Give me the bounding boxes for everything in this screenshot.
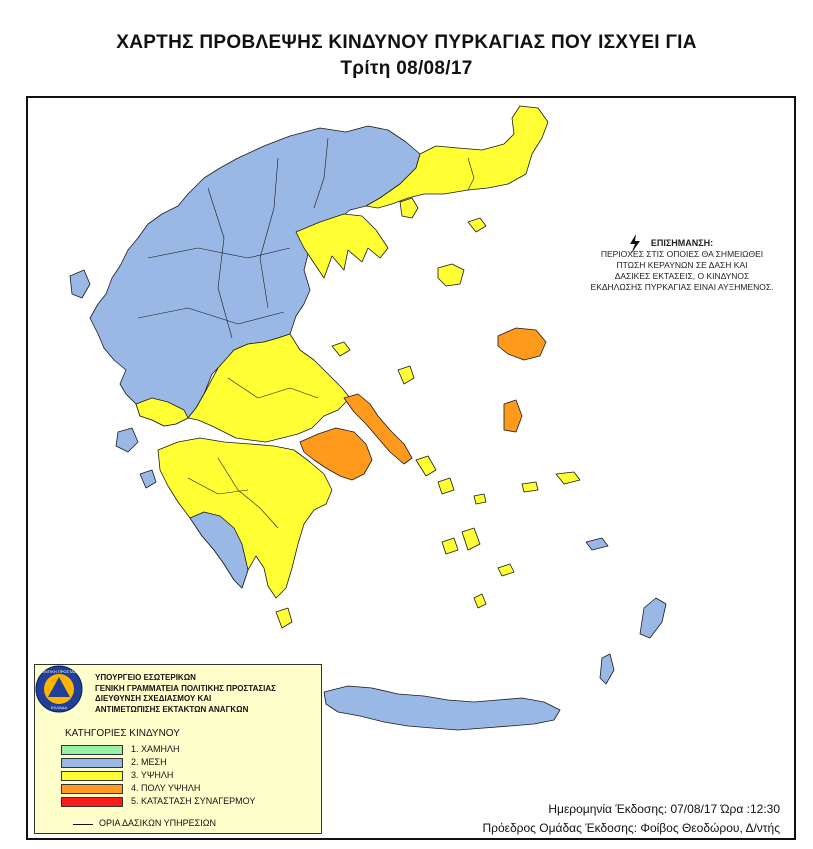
island-zakynthos <box>140 470 156 488</box>
legend-label-very-high: 4. ΠΟΛΥ ΥΨΗΛΗ <box>131 783 201 793</box>
title-line-2: Τρίτη 08/08/17 <box>340 58 473 79</box>
organization-info <box>95 673 276 715</box>
logo-text-top: ΠΟΛΙΤΙΚΗ ΠΡΟΣΤΑΣΙΑ <box>37 669 81 674</box>
legend-label-high: 3. ΥΨΗΛΗ <box>131 770 174 780</box>
island-santorini <box>474 594 486 608</box>
island-samothraki <box>468 218 486 232</box>
issuer: Πρόεδρος Ομάδας Έκδοσης: Φοίβος Θεοδώρου, Δ/ντής <box>482 821 780 835</box>
island-andros <box>416 456 436 476</box>
island-skiathos <box>332 342 350 356</box>
island-crete <box>324 686 560 730</box>
island-kefalonia <box>116 428 138 452</box>
legend-swatch-medium <box>61 758 123 768</box>
legend-swatch-alert <box>61 797 123 807</box>
legend-row-alert <box>61 796 321 808</box>
legend-label-alert: 5. ΚΑΤΑΣΤΑΣΗ ΣΥΝΑΓΕΡΜΟΥ <box>131 796 256 806</box>
notice-heading: ΕΠΙΣΗΜΑΝΣΗ: <box>650 238 714 248</box>
legend-swatch-high <box>61 771 123 781</box>
legend-label-medium: 2. ΜΕΣΗ <box>131 757 167 767</box>
notice-line-1: ΠΕΡΙΟΧΕΣ ΣΤΙΣ ΟΠΟΙΕΣ ΘΑ ΣΗΜΕΙΩΘΕΙ <box>600 249 764 259</box>
legend-row-very-high <box>61 783 321 795</box>
island-samos <box>556 472 580 484</box>
legend-label-low: 1. ΧΑΜΗΛΗ <box>131 744 180 754</box>
org-line-3: ΔΙΕΥΘΥΝΣΗ ΣΧΕΔΙΑΣΜΟΥ ΚΑΙ <box>95 694 212 703</box>
island-ikaria <box>522 482 538 492</box>
island-thasos <box>400 198 418 218</box>
island-skyros <box>398 366 414 384</box>
island-kos <box>586 538 608 550</box>
civil-protection-logo <box>35 665 83 713</box>
notice-line-4: ΕΚΔΗΛΩΣΗΣ ΠΥΡΚΑΓΙΑΣ ΕΙΝΑΙ ΑΥΞΗΜΕΝΟΣ. <box>590 282 774 292</box>
issue-date: Ημερομηνία Έκδοσης: 07/08/17 Ώρα :12:30 <box>548 802 780 816</box>
island-rhodes <box>640 598 666 638</box>
island-naxos <box>462 528 480 550</box>
forest-border-line-icon <box>73 824 93 825</box>
island-lemnos <box>438 264 464 286</box>
island-chios <box>504 400 522 432</box>
notice-line-3: ΔΑΣΙΚΕΣ ΕΚΤΑΣΕΙΣ, Ο ΚΙΝΔΥΝΟΣ <box>614 271 750 281</box>
island-lesvos <box>498 328 546 360</box>
org-line-1: ΥΠΟΥΡΓΕΙΟ ΕΣΩΤΕΡΙΚΩΝ <box>95 673 196 682</box>
title-line-1: ΧΑΡΤΗΣ ΠΡΟΒΛΕΨΗΣ ΚΙΝΔΥΝΟΥ ΠΥΡΚΑΓΙΑΣ ΠΟΥ ΙΣΧΥΕΙ ΓΙΑ <box>116 32 697 53</box>
org-line-2: ΓΕΝΙΚΗ ΓΡΑΜΜΑΤΕΙΑ ΠΟΛΙΤΙΚΗΣ ΠΡΟΣΤΑΣΙΑΣ <box>95 683 276 693</box>
map-frame <box>26 96 796 840</box>
org-line-4: ΑΝΤΙΜΕΤΩΠΙΣΗΣ ΕΚΤΑΚΤΩΝ ΑΝΑΓΚΩΝ <box>95 704 249 714</box>
legend-swatch-very-high <box>61 784 123 794</box>
lightning-notice <box>576 238 788 293</box>
island-mykonos <box>474 494 486 504</box>
legend-row-high <box>61 770 321 782</box>
map-title <box>0 30 813 82</box>
island-kythira <box>276 608 292 628</box>
island-corfu <box>70 270 90 298</box>
map-legend <box>34 664 322 834</box>
island-paros <box>442 538 458 554</box>
categories-title: ΚΑΤΗΓΟΡΙΕΣ ΚΙΝΔΥΝΟΥ <box>65 728 180 739</box>
legend-swatch-low <box>61 745 123 755</box>
notice-line-2: ΠΤΩΣΗ ΚΕΡΑΥΝΩΝ ΣΕ ΔΑΣΗ ΚΑΙ <box>616 260 748 270</box>
legend-row-low <box>61 744 321 756</box>
forest-border-label: ΟΡΙΑ ΔΑΣΙΚΩΝ ΥΠΗΡΕΣΙΩΝ <box>99 818 216 828</box>
island-karpathos <box>600 654 614 684</box>
logo-text-bottom: ΕΛΛΑΔΑ <box>50 705 68 710</box>
island-amorgos <box>498 564 514 576</box>
legend-row-medium <box>61 757 321 769</box>
island-tinos <box>438 478 454 494</box>
